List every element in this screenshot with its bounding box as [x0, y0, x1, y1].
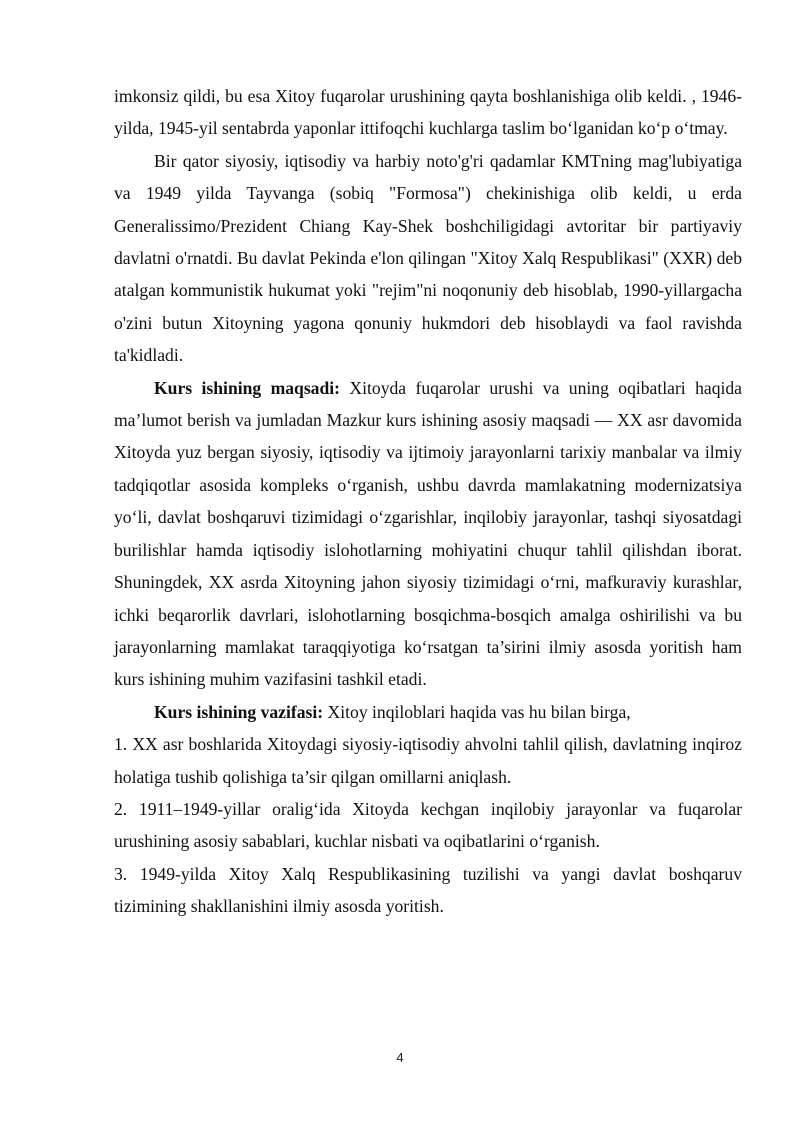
- course-tasks-text: Xitoy inqiloblari haqida vas hu bilan birga,: [323, 701, 631, 722]
- task-item-1: 1. XX asr boshlarida Xitoydagi siyosiy-iqtisodiy ahvolni tahlil qilish, davlatning inqiroz holatiga tushib qolishiga ta’sir qilgan omillarni aniqlash.: [114, 734, 742, 787]
- paragraph-kmt: Bir qator siyosiy, iqtisodiy va harbiy noto'g'ri qadamlar KMTning mag'lubiyatiga va 1949 yilda Tayvanga (sobiq "Formosa") chekinishiga olib keldi, u erda Generalissimo/Prezident Chiang Kay-Shek boshchiligidagi avtoritar bir partiyaviy davlatni o'rnatdi. Bu davlat Pekinda e'lon qilingan "Xitoy Xalq Respublikasi" (XXR) deb atalgan kommunistik hukumat yoki "rejim"ni noqonuniy deb hisoblab, 1990-yillargacha o'zini butun Xitoyning yagona qonuniy hukmdori deb hisoblaydi va faol ravishda ta'kidladi.: [114, 150, 742, 366]
- course-goal-text: Xitoyda fuqarolar urushi va uning oqibatlari haqida ma’lumot berish va jumladan Mazkur kurs ishining asosiy maqsadi — XX asr davomida Xitoyda yuz bergan siyosiy, iqtisodiy va ijtimoiy jarayonlarni tarixiy manbalar va ilmiy tadqiqotlar asosida kompleks o‘rganish, ushbu davrda mamlakatning modernizatsiya yo‘li, davlat boshqaruvi tizimidagi o‘zgarishlar, inqilobiy jarayonlar, tashqi siyosatdagi burilishlar hamda iqtisodiy islohotlarning mohiyatini chuqur tahlil qilishdan iborat. Shuningdek, XX asrda Xitoyning jahon siyosiy tizimidagi o‘rni, mafkuraviy kurashlar, ichki beqarorlik davrlari, islohotlarning bosqichma-bosqich amalga oshirilishi va bu jarayonlarning mamlakat taraqqiyotiga ko‘rsatgan ta’sirini ilmiy asosda yoritish ham kurs ishining muhim vazifasini tashkil etadi.: [114, 377, 742, 690]
- paragraph-course-goal: [114, 372, 742, 696]
- paragraph-course-tasks: [114, 696, 742, 728]
- course-tasks-label: Kurs ishining vazifasi:: [154, 701, 324, 722]
- task-item-2: 2. 1911–1949-yillar oralig‘ida Xitoyda kechgan inqilobiy jarayonlar va fuqarolar urushining asosiy sabablari, kuchlar nisbati va oqibatlarini o‘rganish.: [114, 798, 742, 852]
- paragraph-continuation: imkonsiz qildi, bu esa Xitoy fuqarolar urushining qayta boshlanishiga olib keldi. , 1946-yilda, 1945-yil sentabrda yaponlar ittifoqchi kuchlarga taslim bo‘lganidan ko‘p o‘tmay.: [114, 86, 742, 139]
- task-item-3: 3. 1949-yilda Xitoy Xalq Respublikasining tuzilishi va yangi davlat boshqaruv tizimining shakllanishini ilmiy asosda yoritish.: [114, 863, 742, 917]
- course-goal-label: Kurs ishining maqsadi:: [154, 377, 341, 398]
- body-text: [114, 80, 742, 923]
- page-number: 4: [396, 1050, 404, 1065]
